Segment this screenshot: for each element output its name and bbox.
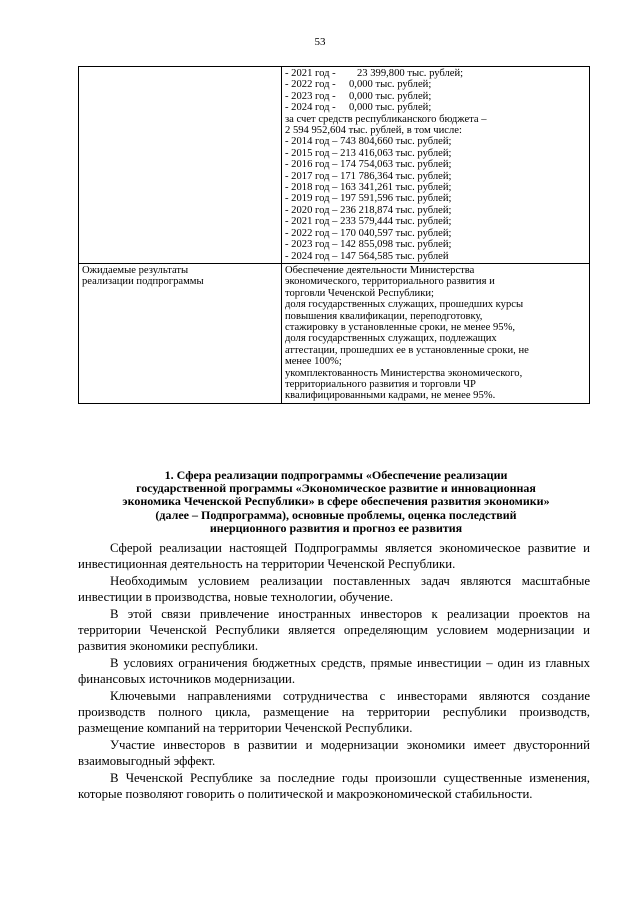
funding-line: - 2023 год - 0,000 тыс. рублей;	[285, 90, 432, 102]
section-heading-line: экономика Чеченской Республики» в сфере обеспечения развития экономики»	[122, 494, 550, 509]
paragraph: В этой связи привлечение иностранных инвесторов к реализации проектов на территории Чеченской Республики является определяющим условием модернизации и развития экономики республики.	[78, 606, 590, 654]
expected-results-line: квалифицированными кадрами, не менее 95%.	[285, 390, 496, 402]
paragraph: В Чеченской Республике за последние годы произошли существенные изменения, которые позволяют говорить о политической и макроэкономической стабильности.	[78, 770, 590, 802]
expected-results-line: стажировку в установленные сроки, не менее 95%,	[285, 321, 516, 333]
budget-line: - 2020 год – 236 218,874 тыс. рублей;	[285, 204, 452, 216]
expected-results-line: укомплектованность Министерства экономического,	[285, 367, 523, 379]
budget-line: - 2015 год – 213 416,063 тыс. рублей;	[285, 147, 452, 159]
funding-value-cell	[282, 67, 590, 264]
expected-results-line: территориального развития и торговли ЧР	[285, 378, 476, 390]
budget-line: - 2023 год – 142 855,098 тыс. рублей;	[285, 239, 452, 251]
funding-label-cell	[79, 67, 282, 264]
section-body	[78, 540, 590, 803]
budget-line: - 2022 год – 170 040,597 тыс. рублей;	[285, 227, 452, 239]
paragraph: Необходимым условием реализации поставленных задач являются масштабные инвестиции в производства, новые технологии, обучение.	[78, 573, 590, 605]
paragraph: Сферой реализации настоящей Подпрограммы является экономическое развитие и инвестиционная деятельность на территории Чеченской Республики.	[78, 541, 590, 572]
section-heading-line: инерционного развития и прогноз ее развития	[209, 520, 463, 535]
expected-results-line: доля государственных служащих, подлежащих	[285, 333, 497, 345]
page-number: 53	[314, 36, 326, 48]
funding-line: - 2024 год - 0,000 тыс. рублей;	[285, 102, 432, 114]
section-heading-line: государственной программы «Экономическое развитие и инновационная	[136, 481, 536, 496]
expected-results-line: экономического, территориального развития и	[285, 276, 495, 288]
budget-line: - 2017 год – 171 786,364 тыс. рублей;	[285, 170, 452, 182]
table-row-expected-results	[79, 263, 590, 403]
table-row-funding	[79, 67, 590, 264]
expected-results-line: повышения квалификации, переподготовку,	[285, 310, 483, 322]
funding-line: - 2022 год - 0,000 тыс. рублей;	[285, 79, 432, 91]
program-passport-table	[78, 66, 590, 404]
expected-results-value-cell	[282, 263, 590, 403]
paragraph: В условиях ограничения бюджетных средств, прямые инвестиции – один из главных финансовых источников модернизации.	[78, 655, 590, 687]
budget-line: - 2019 год – 197 591,596 тыс. рублей;	[285, 193, 452, 205]
expected-results-label: реализации подпрограммы	[82, 276, 204, 288]
expected-results-line: менее 100%;	[285, 356, 342, 368]
budget-intro-line: 2 594 952,604 тыс. рублей, в том числе:	[285, 125, 462, 137]
section-heading	[86, 469, 586, 535]
budget-line: - 2018 год – 163 341,261 тыс. рублей;	[285, 182, 452, 194]
expected-results-label-cell	[79, 263, 282, 403]
budget-line: - 2016 год – 174 754,063 тыс. рублей;	[285, 159, 452, 171]
expected-results-line: Обеспечение деятельности Министерства	[285, 264, 475, 276]
section-heading-line: 1. Сфера реализации подпрограммы «Обеспечение реализации	[164, 468, 508, 482]
paragraph: Участие инвесторов в развитии и модернизации экономики имеет двусторонний взаимовыгодный эффект.	[78, 737, 590, 769]
expected-results-label: Ожидаемые результаты	[82, 264, 189, 276]
budget-line: - 2014 год – 743 804,660 тыс. рублей;	[285, 136, 452, 148]
expected-results-line: аттестации, прошедших ее в установленные сроки, не	[285, 344, 529, 356]
expected-results-line: доля государственных служащих, прошедших курсы	[285, 299, 524, 311]
budget-line: - 2021 год – 233 579,444 тыс. рублей;	[285, 216, 452, 228]
budget-line: - 2024 год – 147 564,585 тыс. рублей	[285, 250, 449, 262]
funding-line: - 2021 год - 23 399,800 тыс. рублей;	[285, 68, 464, 79]
budget-intro-line: за счет средств республиканского бюджета –	[285, 113, 487, 125]
section-heading-line: (далее – Подпрограмма), основные проблемы, оценка последствий	[155, 507, 517, 522]
paragraph: Ключевыми направлениями сотрудничества с инвесторами являются создание производств полного цикла, размещение на территории республики производств, размещение компаний на территории Чеченской Республики.	[78, 688, 590, 736]
expected-results-line: торговли Чеченской Республики;	[285, 287, 434, 299]
